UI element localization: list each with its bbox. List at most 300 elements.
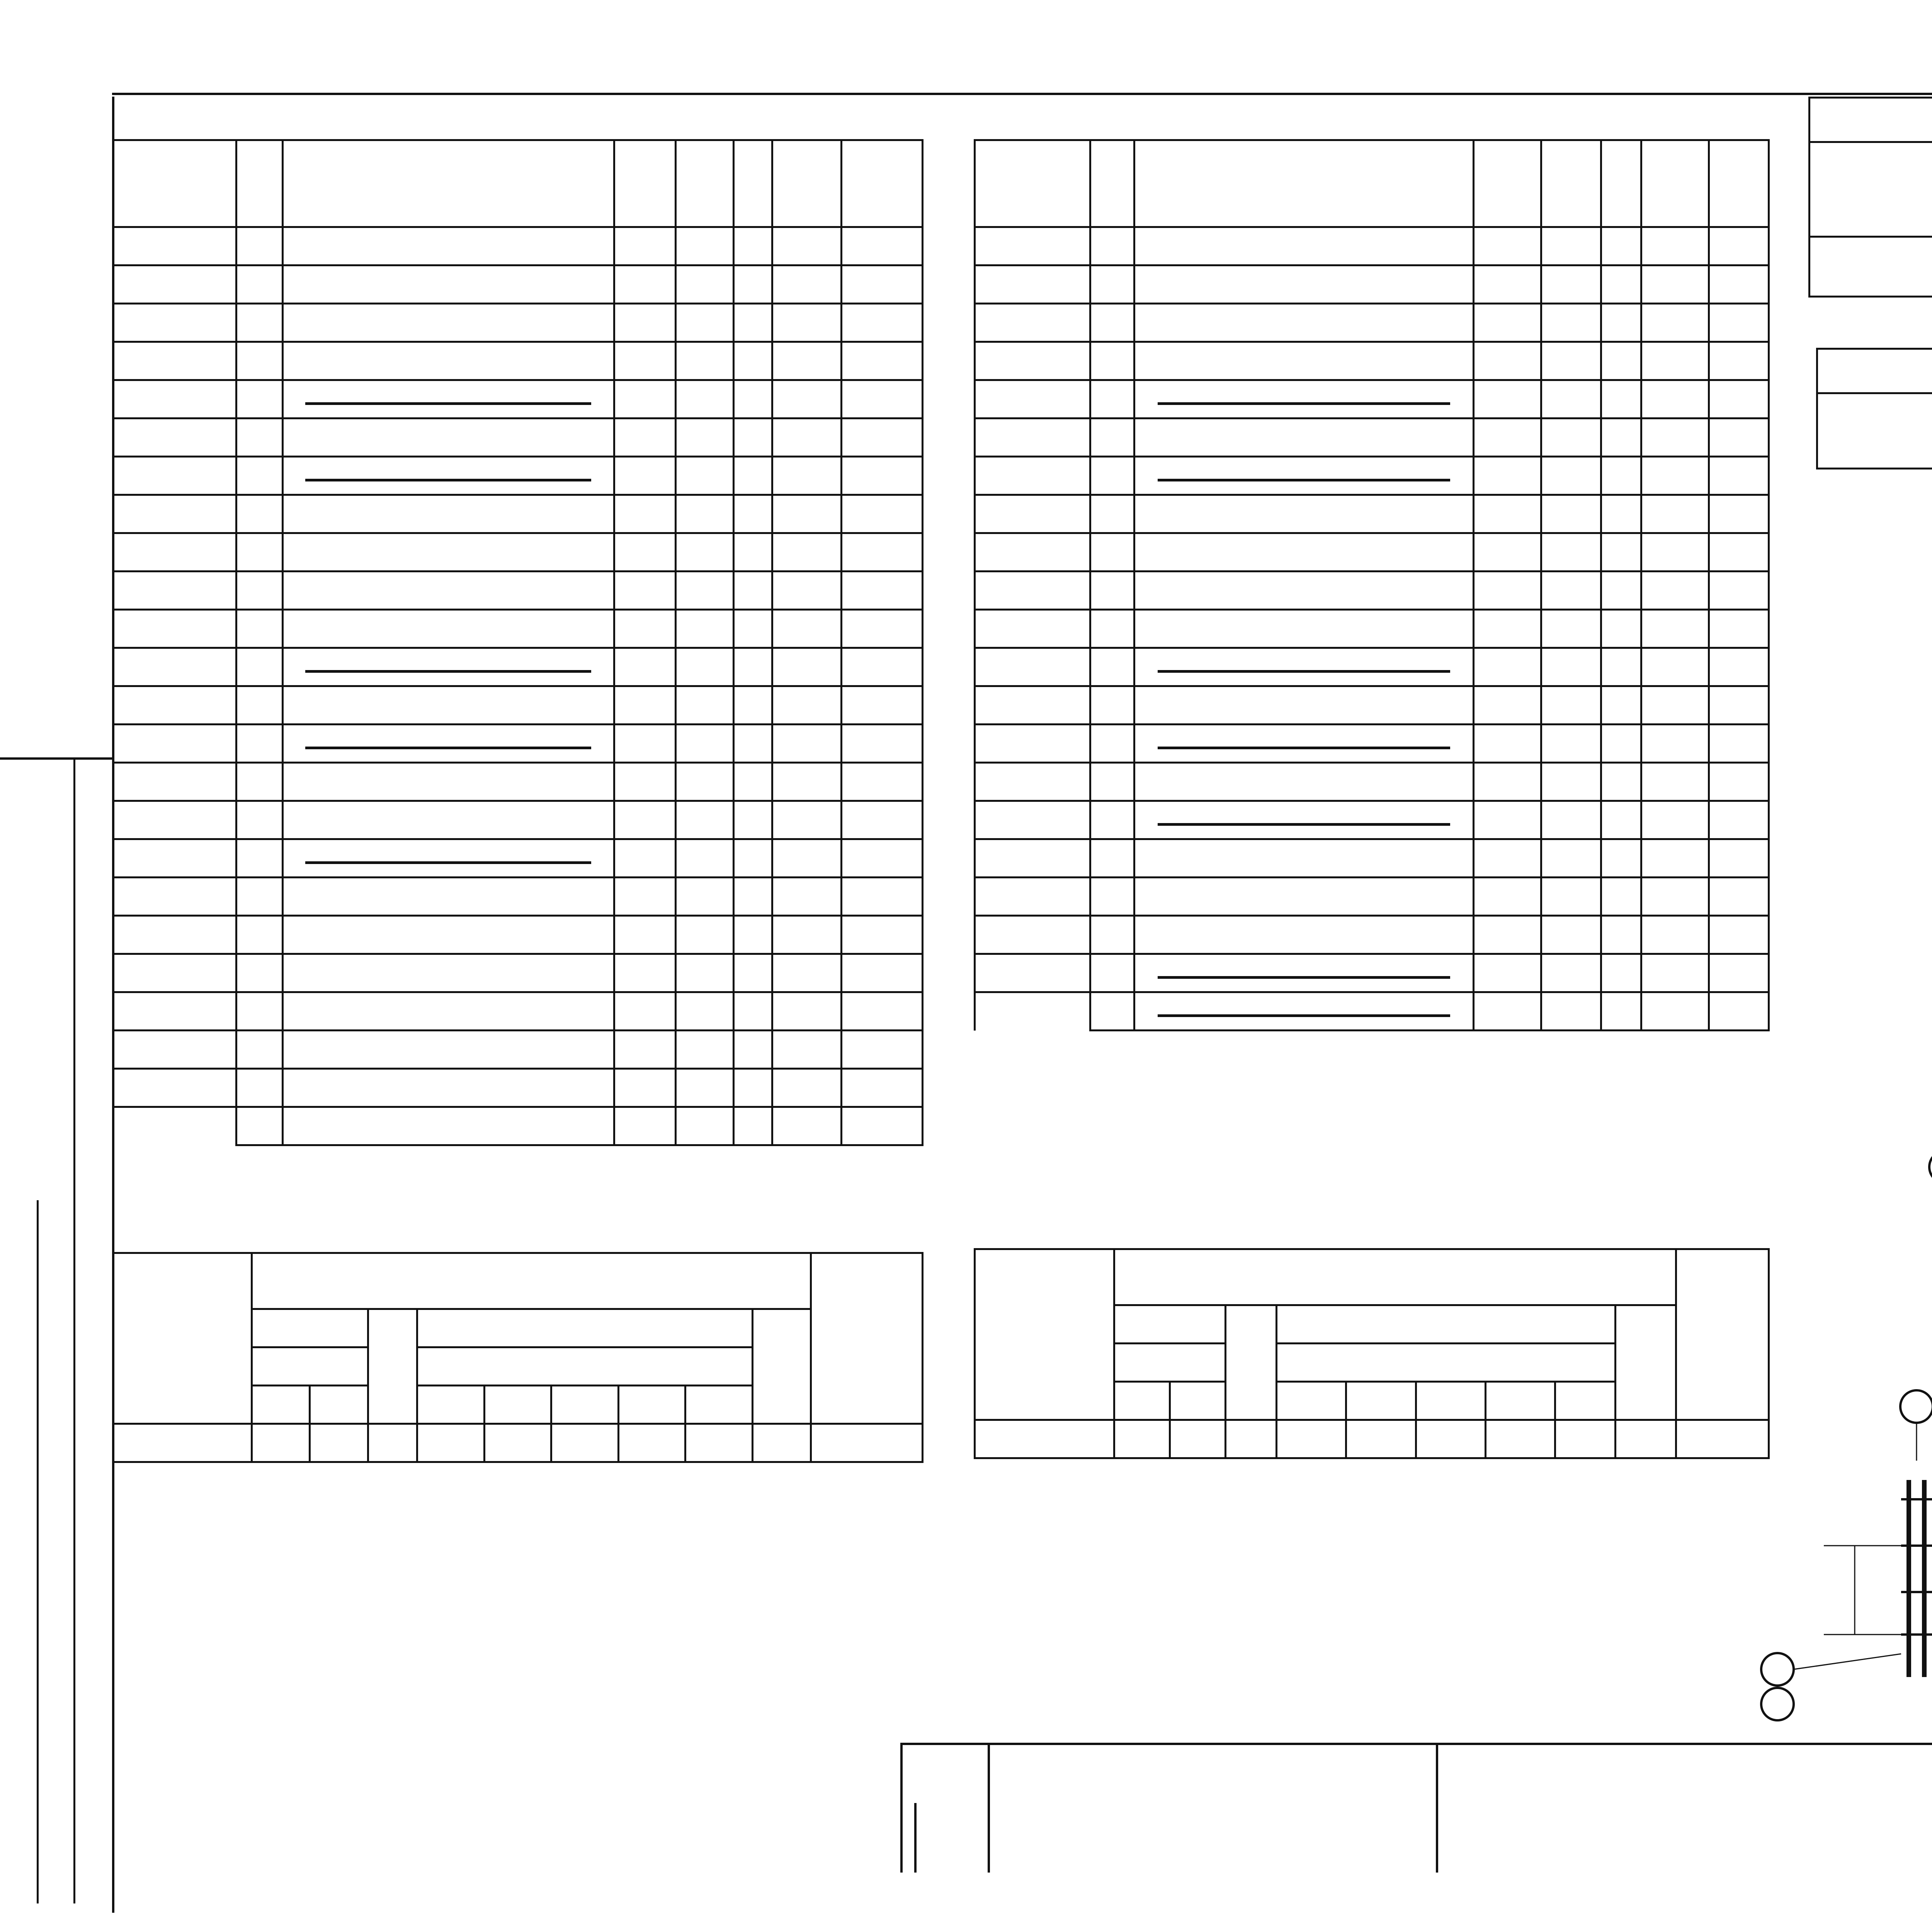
- sel-row-value: [368, 1424, 417, 1462]
- row-mass: [842, 725, 923, 763]
- row-qty: [1601, 533, 1641, 572]
- row-mark: [975, 992, 1090, 1031]
- sel-row-value: [1555, 1420, 1616, 1458]
- row-mass: [1709, 418, 1769, 457]
- row-mark: [975, 533, 1090, 572]
- row-diam: [1473, 801, 1541, 839]
- row-mark: [975, 227, 1090, 265]
- row-diam: [1473, 916, 1541, 954]
- sel-row-value: [252, 1424, 310, 1462]
- row-pos: [236, 418, 283, 457]
- row-mark: [113, 686, 236, 725]
- row-diam: [614, 495, 676, 533]
- sel-d: [252, 1386, 310, 1424]
- row-qty: [1601, 725, 1641, 763]
- row-sketch: [1134, 801, 1474, 839]
- sketch-line: [1158, 976, 1450, 979]
- spec-row: [975, 648, 1769, 686]
- row-mass: [1709, 725, 1769, 763]
- row-sketch: [282, 457, 614, 495]
- row-mark: [975, 954, 1090, 992]
- row-total: [772, 763, 842, 801]
- row-pos: [236, 648, 283, 686]
- row-diam: [1473, 839, 1541, 878]
- row-pos: [236, 1069, 283, 1107]
- spec-row: [113, 572, 923, 610]
- row-sketch: [1134, 457, 1474, 495]
- row-pos: [236, 1031, 283, 1069]
- row-sketch: [282, 1069, 614, 1107]
- row-mark: [113, 227, 236, 265]
- row-mark: [975, 418, 1090, 457]
- row-mass: [842, 878, 923, 916]
- spec-row: [113, 304, 923, 342]
- row-mass: [1709, 495, 1769, 533]
- row-diam: [1473, 265, 1541, 304]
- row-sketch: [1134, 342, 1474, 380]
- row-mass: [842, 495, 923, 533]
- row-total: [772, 572, 842, 610]
- row-len: [676, 610, 734, 648]
- row-qty: [734, 725, 772, 763]
- row-mark: [975, 725, 1090, 763]
- row-mass: [842, 1107, 923, 1145]
- row-pos: [236, 839, 283, 878]
- spec-row: [975, 916, 1769, 954]
- row-sketch: [282, 533, 614, 572]
- sketch-line: [1158, 479, 1450, 481]
- sel-d: [618, 1386, 685, 1424]
- summary-left-table: [1816, 348, 1932, 469]
- row-qty: [734, 1031, 772, 1069]
- spec-row: [975, 380, 1769, 418]
- row-mass: [1709, 839, 1769, 878]
- row-diam: [614, 1069, 676, 1107]
- row-sketch: [282, 648, 614, 686]
- concrete-h: [1810, 142, 1932, 237]
- spec-row: [113, 610, 923, 648]
- col-sketch: [282, 140, 614, 227]
- row-mass: [842, 610, 923, 648]
- row-mass: [842, 457, 923, 495]
- row-mass: [842, 916, 923, 954]
- row-diam: [614, 839, 676, 878]
- row-diam: [614, 763, 676, 801]
- spec-row: [113, 763, 923, 801]
- sketch-line: [305, 670, 591, 673]
- sel-row-value: [310, 1424, 368, 1462]
- row-diam: [614, 380, 676, 418]
- sel-class-ai: [252, 1309, 368, 1347]
- row-diam: [1473, 418, 1541, 457]
- row-total: [1641, 304, 1709, 342]
- row-qty: [734, 648, 772, 686]
- row-total: [1641, 418, 1709, 457]
- row-mass: [842, 380, 923, 418]
- row-sketch: [1134, 533, 1474, 572]
- row-qty: [734, 916, 772, 954]
- row-diam: [1473, 725, 1541, 763]
- row-total: [1641, 725, 1709, 763]
- row-pos: [236, 763, 283, 801]
- col-mark: [975, 140, 1090, 227]
- row-mark: [113, 572, 236, 610]
- sketch-line: [305, 402, 591, 405]
- sel-row-value: [1277, 1420, 1346, 1458]
- row-mark: [975, 648, 1090, 686]
- row-diam: [614, 457, 676, 495]
- col-total: [772, 140, 842, 227]
- col-mass: [1709, 140, 1769, 227]
- row-qty: [1601, 342, 1641, 380]
- row-total: [772, 1107, 842, 1145]
- row-total: [1641, 839, 1709, 878]
- col-diam: [1473, 140, 1541, 227]
- row-mark: [975, 265, 1090, 304]
- row-mark: [113, 878, 236, 916]
- row-mark: [975, 380, 1090, 418]
- row-diam: [614, 992, 676, 1031]
- sel-mark-label: [113, 1253, 252, 1424]
- row-qty: [734, 763, 772, 801]
- spec-row: [113, 380, 923, 418]
- col-qty: [734, 140, 772, 227]
- row-len: [676, 1031, 734, 1069]
- col-len: [1541, 140, 1601, 227]
- row-mass: [1709, 572, 1769, 610]
- left-spec-table: [112, 139, 923, 1146]
- sketch-line: [1158, 1014, 1450, 1017]
- row-total: [772, 725, 842, 763]
- row-qty: [734, 839, 772, 878]
- row-qty: [1601, 839, 1641, 878]
- row-mass: [1709, 533, 1769, 572]
- row-mass: [1709, 801, 1769, 839]
- row-mass: [1709, 304, 1769, 342]
- row-diam: [614, 533, 676, 572]
- spec-row: [975, 533, 1769, 572]
- row-sketch: [282, 992, 614, 1031]
- row-mass: [842, 418, 923, 457]
- row-qty: [1601, 801, 1641, 839]
- row-sketch: [282, 495, 614, 533]
- row-len: [676, 1069, 734, 1107]
- row-mass: [842, 839, 923, 878]
- row-len: [1541, 725, 1601, 763]
- row-qty: [734, 610, 772, 648]
- row-mark: [113, 1069, 236, 1107]
- row-pos: [1090, 878, 1134, 916]
- row-sketch: [282, 380, 614, 418]
- row-qty: [1601, 916, 1641, 954]
- row-pos: [236, 610, 283, 648]
- row-pos: [236, 495, 283, 533]
- row-len: [1541, 801, 1601, 839]
- row-sketch: [1134, 610, 1474, 648]
- row-qty: [1601, 572, 1641, 610]
- row-diam: [1473, 342, 1541, 380]
- row-len: [1541, 839, 1601, 878]
- row-sketch: [282, 572, 614, 610]
- row-mass: [1709, 265, 1769, 304]
- row-diam: [614, 342, 676, 380]
- row-mark: [113, 1031, 236, 1069]
- row-pos: [236, 572, 283, 610]
- row-qty: [734, 342, 772, 380]
- spec-row: [113, 725, 923, 763]
- row-mark: [113, 1107, 236, 1145]
- row-mark: [113, 839, 236, 878]
- row-total: [1641, 342, 1709, 380]
- row-sketch: [282, 916, 614, 954]
- row-pos: [236, 265, 283, 304]
- row-total: [772, 954, 842, 992]
- spec-row: [975, 686, 1769, 725]
- col-qty: [1601, 140, 1641, 227]
- sel-d: [551, 1386, 619, 1424]
- spec-row: [113, 801, 923, 839]
- col-mark: [113, 140, 236, 227]
- row-len: [676, 418, 734, 457]
- spec-row: [113, 878, 923, 916]
- row-total: [772, 533, 842, 572]
- sel-phi-ai: [1114, 1344, 1225, 1382]
- row-pos: [236, 380, 283, 418]
- row-total: [1641, 954, 1709, 992]
- row-sketch: [282, 878, 614, 916]
- sel-phi-aii: [1277, 1344, 1616, 1382]
- row-len: [676, 839, 734, 878]
- row-mark: [113, 610, 236, 648]
- callout-12: [1761, 1653, 1794, 1686]
- side-stamp: [0, 757, 112, 1903]
- row-pos: [236, 457, 283, 495]
- row-sketch: [1134, 763, 1474, 801]
- row-mark: [113, 992, 236, 1031]
- row-pos: [236, 801, 283, 839]
- concrete-name: [1810, 237, 1932, 297]
- sel-d: [417, 1386, 485, 1424]
- row-len: [676, 495, 734, 533]
- row-mark: [113, 916, 236, 954]
- sel-class-aii: [1277, 1305, 1616, 1344]
- col-total: [1641, 140, 1709, 227]
- row-total: [1641, 265, 1709, 304]
- row-total: [772, 992, 842, 1031]
- row-mass: [1709, 992, 1769, 1031]
- row-mark: [113, 495, 236, 533]
- sketch-line: [1158, 402, 1450, 405]
- sel-d: [1346, 1382, 1416, 1420]
- row-len: [676, 686, 734, 725]
- row-mark: [975, 763, 1090, 801]
- row-sketch: [1134, 839, 1474, 878]
- sel-d: [1170, 1382, 1225, 1420]
- row-mass: [842, 572, 923, 610]
- title-block: [900, 1743, 1932, 1873]
- row-total: [772, 801, 842, 839]
- row-mass: [842, 954, 923, 992]
- row-mass: [1709, 648, 1769, 686]
- row-len: [676, 265, 734, 304]
- row-total: [1641, 992, 1709, 1031]
- row-total: [772, 1031, 842, 1069]
- sel-row-value: [811, 1424, 922, 1462]
- row-qty: [1601, 457, 1641, 495]
- col-mass: [842, 140, 923, 227]
- summary-h-mark: [1817, 393, 1932, 469]
- row-mass: [1709, 610, 1769, 648]
- row-pos: [1090, 304, 1134, 342]
- row-diam: [614, 686, 676, 725]
- row-total: [1641, 801, 1709, 839]
- row-qty: [734, 533, 772, 572]
- row-pos: [236, 227, 283, 265]
- row-qty: [734, 686, 772, 725]
- sel-itogo-ai: [1225, 1305, 1276, 1420]
- row-total: [772, 648, 842, 686]
- sketch-line: [305, 861, 591, 864]
- frame-top-line: [112, 93, 1932, 95]
- row-diam: [614, 227, 676, 265]
- row-sketch: [282, 610, 614, 648]
- row-qty: [734, 954, 772, 992]
- row-diam: [1473, 686, 1541, 725]
- row-len: [676, 342, 734, 380]
- row-sketch: [282, 418, 614, 457]
- row-pos: [1090, 227, 1134, 265]
- row-total: [772, 304, 842, 342]
- row-diam: [1473, 878, 1541, 916]
- row-diam: [614, 304, 676, 342]
- stamp-year: [906, 1803, 917, 1873]
- row-mass: [1709, 916, 1769, 954]
- row-len: [1541, 227, 1601, 265]
- row-sketch: [1134, 878, 1474, 916]
- row-pos: [236, 1107, 283, 1145]
- row-qty: [734, 1069, 772, 1107]
- row-sketch: [282, 801, 614, 839]
- row-mass: [1709, 954, 1769, 992]
- spec-row: [975, 954, 1769, 992]
- row-diam: [614, 418, 676, 457]
- row-pos: [1090, 992, 1134, 1031]
- row-len: [1541, 686, 1601, 725]
- row-sketch: [1134, 227, 1474, 265]
- spec-row: [975, 992, 1769, 1031]
- row-len: [676, 916, 734, 954]
- spec-row: [113, 1107, 923, 1145]
- sel-d: [310, 1386, 368, 1424]
- sel-row-name: [113, 1424, 252, 1462]
- row-total: [772, 839, 842, 878]
- spec-row: [113, 495, 923, 533]
- sel-phi-ai: [252, 1347, 368, 1386]
- row-len: [676, 648, 734, 686]
- row-sketch: [282, 227, 614, 265]
- sketch-line: [1158, 670, 1450, 673]
- row-pos: [1090, 380, 1134, 418]
- row-diam: [1473, 495, 1541, 533]
- row-total: [772, 227, 842, 265]
- concrete-title: [1810, 98, 1932, 142]
- row-mass: [842, 304, 923, 342]
- row-total: [772, 418, 842, 457]
- row-diam: [1473, 992, 1541, 1031]
- row-len: [1541, 265, 1601, 304]
- row-pos: [1090, 725, 1134, 763]
- row-mark: [113, 265, 236, 304]
- row-pos: [236, 304, 283, 342]
- row-pos: [1090, 954, 1134, 992]
- summary-title: [1817, 349, 1932, 393]
- row-mass: [842, 227, 923, 265]
- row-mark: [975, 572, 1090, 610]
- sel-row-value: [1114, 1420, 1170, 1458]
- row-mark: [113, 954, 236, 992]
- row-len: [1541, 572, 1601, 610]
- row-mass: [1709, 380, 1769, 418]
- row-len: [1541, 610, 1601, 648]
- row-sketch: [282, 686, 614, 725]
- row-total: [772, 495, 842, 533]
- row-diam: [614, 610, 676, 648]
- row-diam: [1473, 763, 1541, 801]
- row-mark: [113, 725, 236, 763]
- row-pos: [236, 342, 283, 380]
- row-mark: [975, 304, 1090, 342]
- row-diam: [1473, 227, 1541, 265]
- row-total: [772, 342, 842, 380]
- row-len: [676, 1107, 734, 1145]
- sel-d: [685, 1386, 753, 1424]
- row-qty: [1601, 610, 1641, 648]
- spec-row: [975, 227, 1769, 265]
- row-mass: [842, 992, 923, 1031]
- row-mark: [975, 916, 1090, 954]
- row-qty: [1601, 380, 1641, 418]
- row-len: [1541, 648, 1601, 686]
- row-mass: [842, 763, 923, 801]
- row-qty: [1601, 304, 1641, 342]
- row-sketch: [1134, 380, 1474, 418]
- row-len: [676, 533, 734, 572]
- row-len: [1541, 992, 1601, 1031]
- row-total: [772, 686, 842, 725]
- row-mass: [1709, 227, 1769, 265]
- sel-steel-title: [252, 1253, 811, 1309]
- sketch-line: [1158, 823, 1450, 826]
- row-qty: [734, 801, 772, 839]
- sel-row-value: [484, 1424, 551, 1462]
- row-mass: [842, 686, 923, 725]
- spec-row: [113, 533, 923, 572]
- middle-selection-table: [974, 1248, 1770, 1459]
- row-sketch: [282, 763, 614, 801]
- spec-row: [975, 725, 1769, 763]
- row-mark: [113, 304, 236, 342]
- row-qty: [734, 265, 772, 304]
- row-diam: [1473, 610, 1541, 648]
- row-mark: [975, 495, 1090, 533]
- row-diam: [1473, 457, 1541, 495]
- row-qty: [734, 418, 772, 457]
- row-mark: [975, 686, 1090, 725]
- row-total: [1641, 533, 1709, 572]
- col-pos: [1090, 140, 1134, 227]
- row-mark: [975, 839, 1090, 878]
- spec-row: [113, 1069, 923, 1107]
